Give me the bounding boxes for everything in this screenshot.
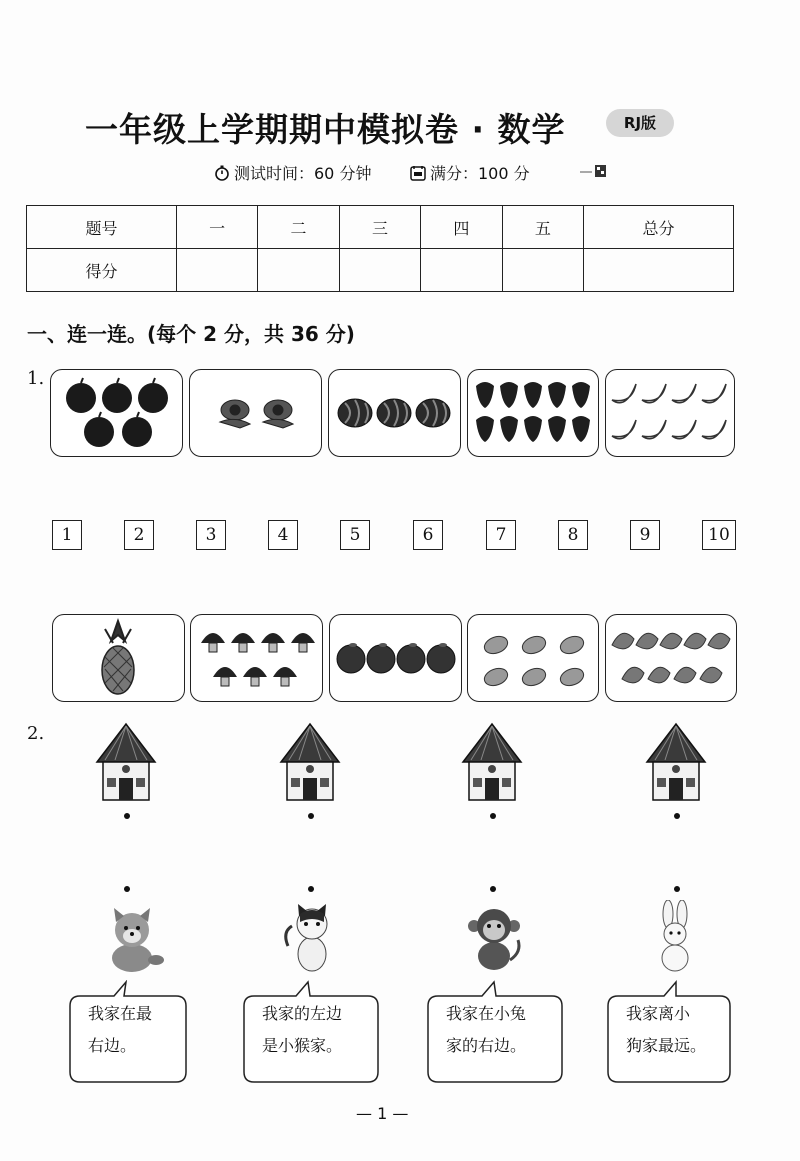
score-entry-cell[interactable] [176, 249, 257, 292]
watermelon-icon [329, 370, 460, 456]
page-title: 一年级上学期期中模拟卷 · 数学 [85, 110, 566, 149]
full-score-label: 满分：100 分 [430, 164, 530, 183]
speech-text [626, 998, 732, 1062]
speech-line: 我家离小 [626, 1004, 691, 1023]
score-table [26, 205, 734, 292]
animal-dot[interactable] [308, 886, 314, 892]
score-entry-cell[interactable] [502, 249, 583, 292]
rabbit-icon [650, 900, 700, 974]
speech-line: 是小猴家。 [262, 1036, 343, 1055]
speech-line: 家的右边。 [446, 1036, 527, 1055]
speech-line: 我家的左边 [262, 1004, 343, 1023]
score-entry-cell[interactable] [421, 249, 502, 292]
strawberry-box[interactable] [467, 369, 599, 457]
speech-text [446, 998, 566, 1062]
test-time [214, 161, 371, 184]
score-entry-cell[interactable] [258, 249, 339, 292]
dog-icon [102, 904, 166, 974]
flower-box[interactable] [189, 369, 322, 457]
table-row [27, 249, 734, 292]
number-box-1[interactable]: 1 [52, 520, 82, 550]
speech-bubble-cat [240, 980, 382, 1086]
speech-bubble-monkey [424, 980, 566, 1086]
edition-badge: RJ版 [606, 109, 674, 137]
full-score [410, 161, 530, 184]
house-icon [279, 722, 341, 804]
leaf-box[interactable] [605, 614, 737, 702]
table-cell: 得分 [27, 249, 177, 292]
question-number: 2. [27, 723, 45, 744]
animal-dot[interactable] [674, 886, 680, 892]
table-cell: 题号 [27, 206, 177, 249]
table-cell: 三 [339, 206, 420, 249]
score-entry-cell[interactable] [584, 249, 734, 292]
number-box-6[interactable]: 6 [413, 520, 443, 550]
mango-icon [468, 615, 598, 701]
mango-box[interactable] [467, 614, 599, 702]
house-dot[interactable] [490, 813, 496, 819]
watermelon-box[interactable] [328, 369, 461, 457]
number-box-2[interactable]: 2 [124, 520, 154, 550]
qr-code-icon [580, 164, 606, 178]
number-box-8[interactable]: 8 [558, 520, 588, 550]
flower-icon [190, 370, 321, 456]
speech-bubble-dog [66, 980, 190, 1086]
speech-line: 右边。 [88, 1036, 137, 1055]
number-box-7[interactable]: 7 [486, 520, 516, 550]
mushroom-box[interactable] [190, 614, 323, 702]
test-time-label: 测试时间：60 分钟 [234, 164, 372, 183]
table-cell: 四 [421, 206, 502, 249]
score-entry-cell[interactable] [339, 249, 420, 292]
banana-box[interactable] [605, 369, 735, 457]
house-icon [461, 722, 523, 804]
speech-text [88, 998, 198, 1062]
pineapple-icon [53, 615, 184, 701]
number-box-10[interactable]: 10 [702, 520, 736, 550]
section-heading: 一、连一连。(每个 2 分，共 36 分) [27, 322, 355, 346]
house-dot[interactable] [308, 813, 314, 819]
orange-box[interactable] [329, 614, 462, 702]
speech-bubble-rabbit [604, 980, 734, 1086]
speech-line: 我家在小兔 [446, 1004, 527, 1023]
cat-icon [282, 902, 340, 974]
speech-text [262, 998, 382, 1062]
speech-line: 我家在最 [88, 1004, 153, 1023]
table-cell: 总分 [584, 206, 734, 249]
table-row [27, 206, 734, 249]
table-cell: 五 [502, 206, 583, 249]
house-dot[interactable] [124, 813, 130, 819]
table-cell: 二 [258, 206, 339, 249]
house-icon [95, 722, 157, 804]
stopwatch-icon [214, 165, 230, 181]
apple-box[interactable] [50, 369, 183, 457]
banana-icon [606, 370, 734, 456]
number-box-4[interactable]: 4 [268, 520, 298, 550]
question-number: 1. [27, 368, 45, 389]
pineapple-box[interactable] [52, 614, 185, 702]
mushroom-icon [191, 615, 322, 701]
number-box-3[interactable]: 3 [196, 520, 226, 550]
leaf-icon [606, 615, 736, 701]
orange-icon [330, 615, 461, 701]
strawberry-icon [468, 370, 598, 456]
house-dot[interactable] [674, 813, 680, 819]
score-icon [410, 165, 426, 181]
page-number: — 1 — [356, 1104, 409, 1123]
animal-dot[interactable] [490, 886, 496, 892]
number-box-5[interactable]: 5 [340, 520, 370, 550]
number-box-9[interactable]: 9 [630, 520, 660, 550]
apple-icon [51, 370, 182, 456]
table-cell: 一 [176, 206, 257, 249]
house-icon [645, 722, 707, 804]
animal-dot[interactable] [124, 886, 130, 892]
monkey-icon [464, 902, 524, 974]
speech-line: 狗家最远。 [626, 1036, 707, 1055]
